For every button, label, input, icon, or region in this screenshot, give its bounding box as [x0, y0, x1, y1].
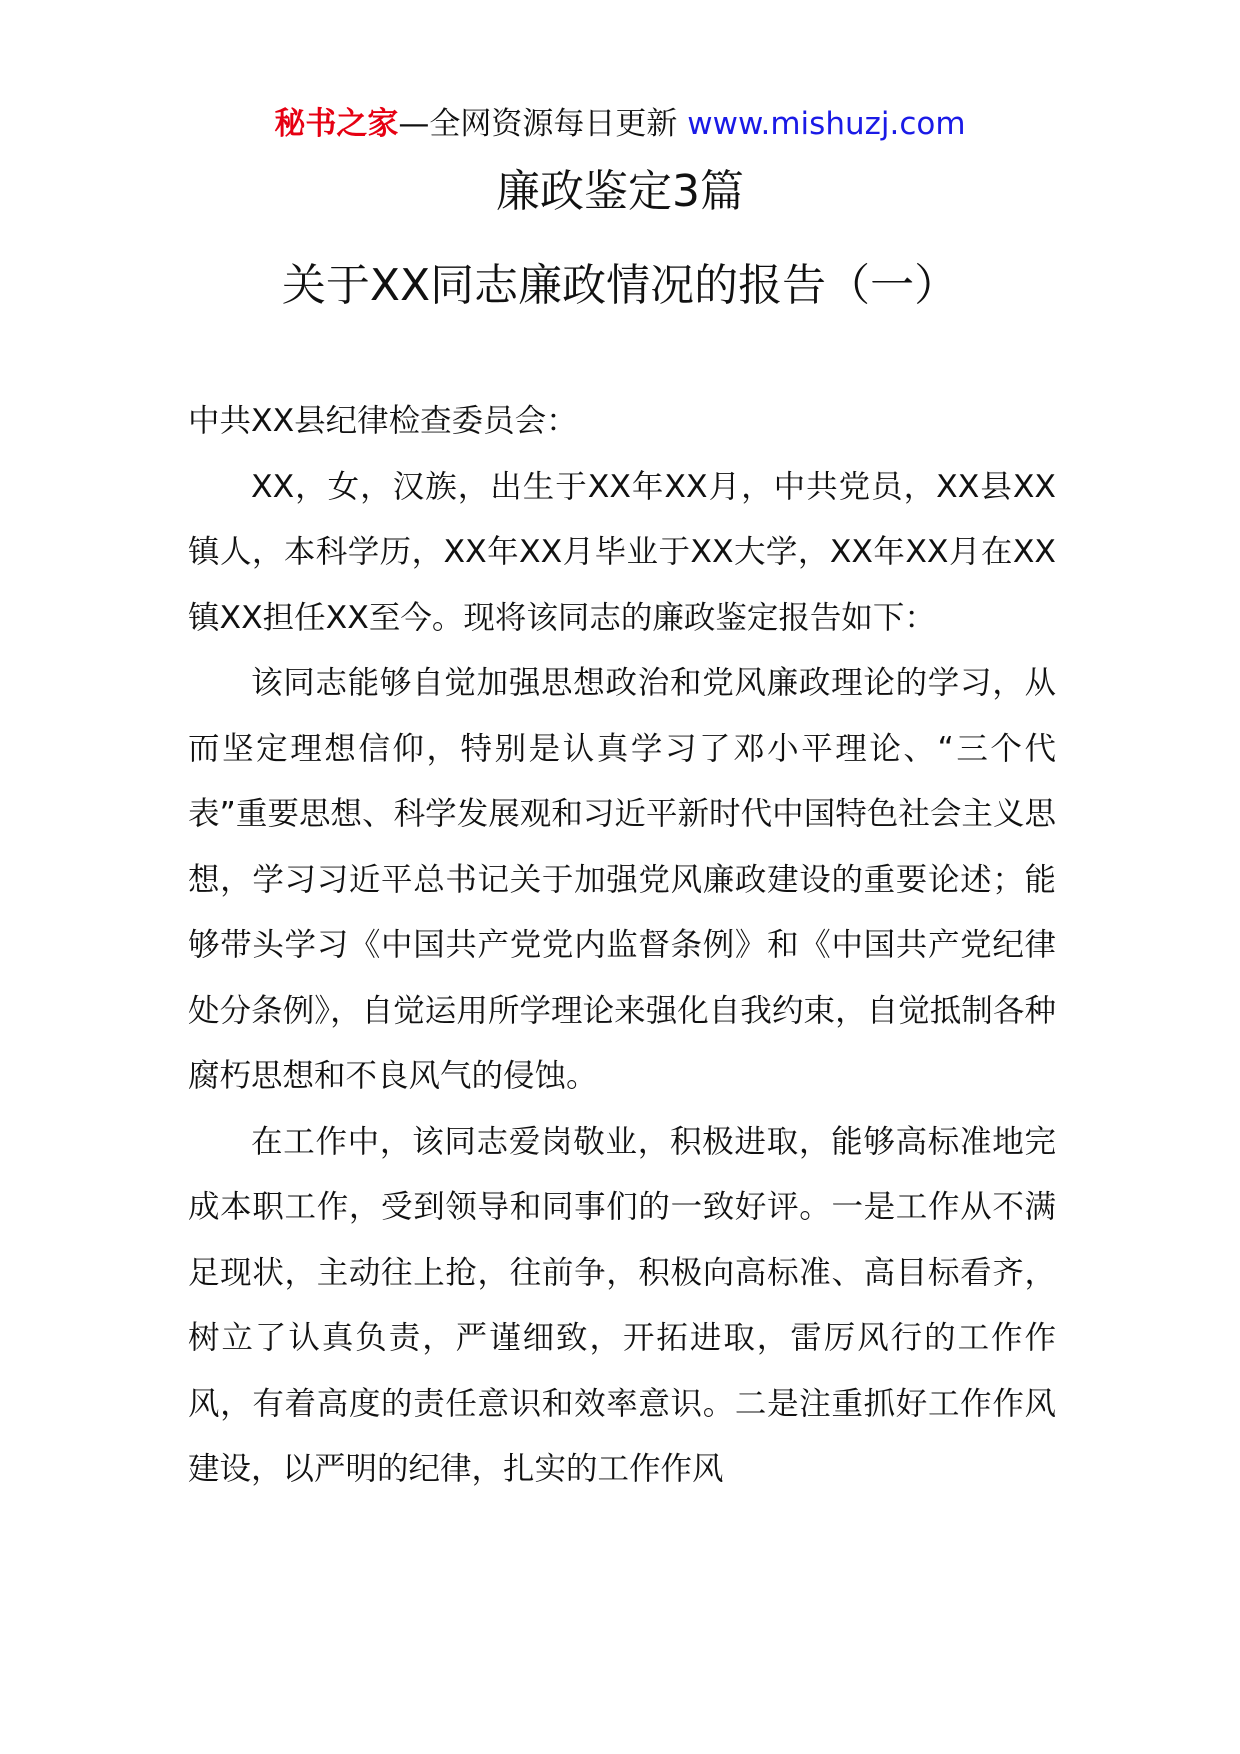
header-slogan: —全网资源每日更新	[398, 106, 688, 142]
document-body	[188, 389, 1056, 1503]
site-url[interactable]: www.mishuzj.com	[687, 106, 966, 142]
salutation: 中共XX县纪律检查委员会：	[188, 403, 578, 439]
paragraph-work: 在工作中，该同志爱岗敬业，积极进取，能够高标准地完成本职工作，受到领导和同事们的一致好评。一是工作从不满足现状，主动往上抢，往前争，积极向高标准、高目标看齐，树立了认真负责，严谨细致，开拓进取，雷厉风行的工作作风，有着高度的责任意识和效率意识。二是注重抓好工作作风建设，以严明的纪律，扎实的工作作风	[188, 1123, 1056, 1487]
paragraph-personal-info: XX，女，汉族，出生于XX年XX月，中共党员，XX县XX镇人，本科学历，XX年XX月毕业于XX大学，XX年XX月在XX镇XX担任XX至今。现将该同志的廉政鉴定报告如下：	[188, 468, 1056, 636]
brand-name: 秘书之家	[274, 106, 399, 142]
document-title: 廉政鉴定3篇	[496, 166, 744, 217]
site-header	[0, 102, 1240, 146]
document-subtitle: 关于XX同志廉政情况的报告（一）	[281, 260, 959, 311]
paragraph-study: 该同志能够自觉加强思想政治和党风廉政理论的学习，从而坚定理想信仰，特别是认真学习了邓小平理论、“三个代表”重要思想、科学发展观和习近平新时代中国特色社会主义思想，学习习近平总书记关于加强党风廉政建设的重要论述；能够带头学习《中国共产党党内监督条例》和《中国共产党纪律处分条例》，自觉运用所学理论来强化自我约束，自觉抵制各种腐朽思想和不良风气的侵蚀。	[188, 665, 1056, 1094]
